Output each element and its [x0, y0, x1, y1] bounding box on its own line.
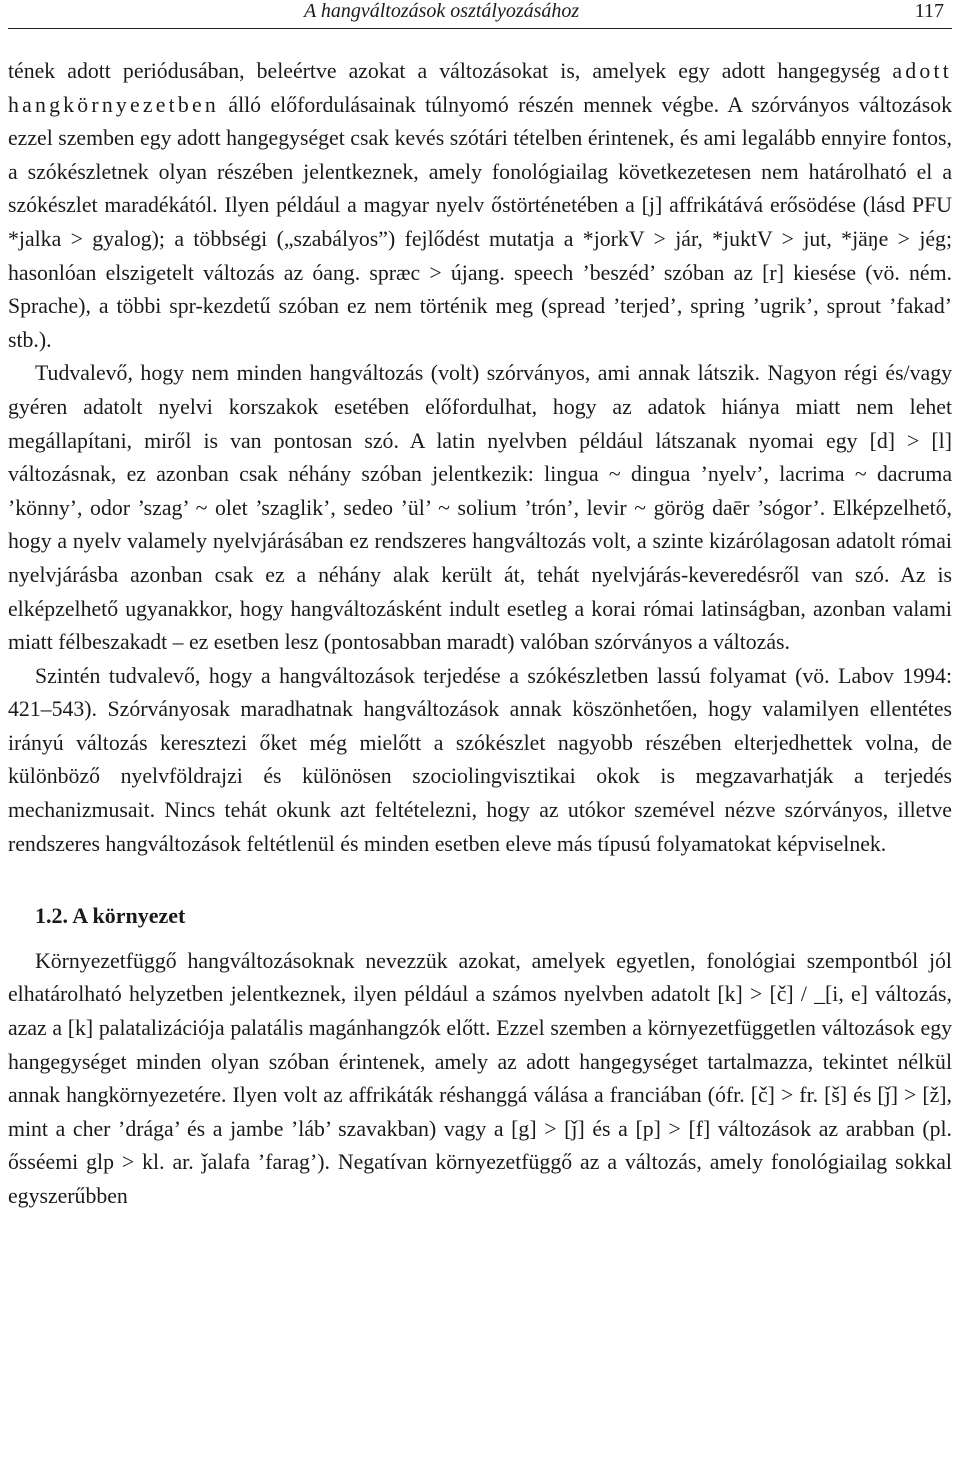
spaced-emphasis: adott hangkörnyezetben — [8, 59, 952, 117]
page-body — [8, 55, 952, 1214]
paragraph-1-rest: álló előfordulásainak túlnyomó részén mennek végbe. A szórványos változások ezzel szemben egy adott hangegységet csak kevés szótári tételben érintenek, és ami legalább ennyire fontos, a szókészletnek olyan részében jelentkeznek, amely fonológiailag következetesen nem határolható el a szókészlet maradékától. Ilyen például a magyar nyelv őstörténetében a [j] affrikátává erősödése (lásd PFU *jalka > gyalog); a többségi („szabályos”) fejlődést mutatja a *jorkV > jár, *juktV > jut, *jäŋe > jég; hasonlóan elszigetelt változás az óang. spræc > újang. speech ’beszéd’ szóban az [r] kiesése (vö. ném. Sprache), a többi spr-kezdetű szóban ez nem történik meg (spread ’terjed’, spring ’ugrik’, sprout ’fakad’ stb.). — [8, 92, 952, 352]
paragraph-1 — [8, 55, 952, 357]
section-heading: 1.2. A környezet — [35, 903, 186, 929]
running-title: A hangváltozások osztályozásához — [304, 0, 580, 22]
paragraph-3: Szintén tudvalevő, hogy a hangváltozások terjedése a szókészletben lassú folyamat (vö. Labov 1994: 421–543). Szórványosak maradhatnak hangváltozások annak köszönhetően, hogy valamilyen ellentétes irányú változás keresztezi őket még mielőtt a szókészlet nagyobb részében elterjedhettek volna, de különböző nyelvföldrajzi és különösen szociolingvisztikai okok is megzavarhatják a terjedés mechanizmusait. Nincs tehát okunk azt feltételezni, hogy az utókor szemével nézve szórványos, illetve rendszeres hangváltozások feltétlenül és minden esetben eleve más típusú folyamatokat képviselnek. — [8, 663, 952, 856]
running-header — [8, 0, 952, 29]
section-paragraph: Környezetfüggő hangváltozásoknak nevezzük azokat, amelyek egyetlen, fonológiai szempontból jól elhatárolható helyzetben jelentkeznek, ilyen például a számos nyelvben adatolt [k] > [č] / _[i, e] változás, azaz a [k] palatalizációja palatális magánhangzók előtt. Ezzel szemben a környezetfüggetlen változások egy hangegységet minden olyan szóban érintenek, amely az adott hangegységet tartalmazza, tekintet nélkül annak hangkörnyezetére. Ilyen volt az affrikáták réshanggá válása a franciában (ófr. [č] > fr. [š] és [ǰ] > [ž], mint a cher ’drága’ és a jambe ’láb’ szavakban) vagy a [g] > [ǰ] és a [p] > [f] változások az arabban (pl. ősséemi glp > kl. ar. ǰalafa ’farag’). Negatívan környezetfüggő az a változás, amely fonológiailag sokkal egyszerűbben — [8, 948, 952, 1208]
paragraph-1-start: tének adott periódusában, beleértve azokat a változásokat is, amelyek egy adott hangegység — [8, 59, 893, 83]
paragraph-2: Tudvalevő, hogy nem minden hangváltozás (volt) szórványos, ami annak látszik. Nagyon régi és/vagy gyéren adatolt nyelvi korszakok esetében előfordulhat, hogy az adatok hiánya miatt nem lehet megállapítani, miről is van pontosan szó. A latin nyelvben például látszanak nyomai egy [d] > [l] változásnak, ez azonban csak néhány szóban jelentkezik: lingua ~ dingua ’nyelv’, lacrima ~ dacruma ’könny’, odor ’szag’ ~ olet ’szaglik’, sedeo ’ül’ ~ solium ’trón’, levir ~ görög daēr ’sógor’. Elképzelhető, hogy a nyelv valamely nyelvjárásában ez rendszeres hangváltozás volt, a szinte kizárólagosan adatolt római nyelvjárásba azonban csak ez a néhány alak került át, tehát nyelvjárás-keveredésről van szó. Az is elképzelhető ugyanakkor, hogy hangváltozásként indult esetleg a korai római latinságban, azonban valami miatt félbeszakadt – ez esetben lesz (pontosabban maradt) valóban szórványos a változás. — [8, 361, 952, 655]
page-number: 117 — [914, 0, 944, 22]
